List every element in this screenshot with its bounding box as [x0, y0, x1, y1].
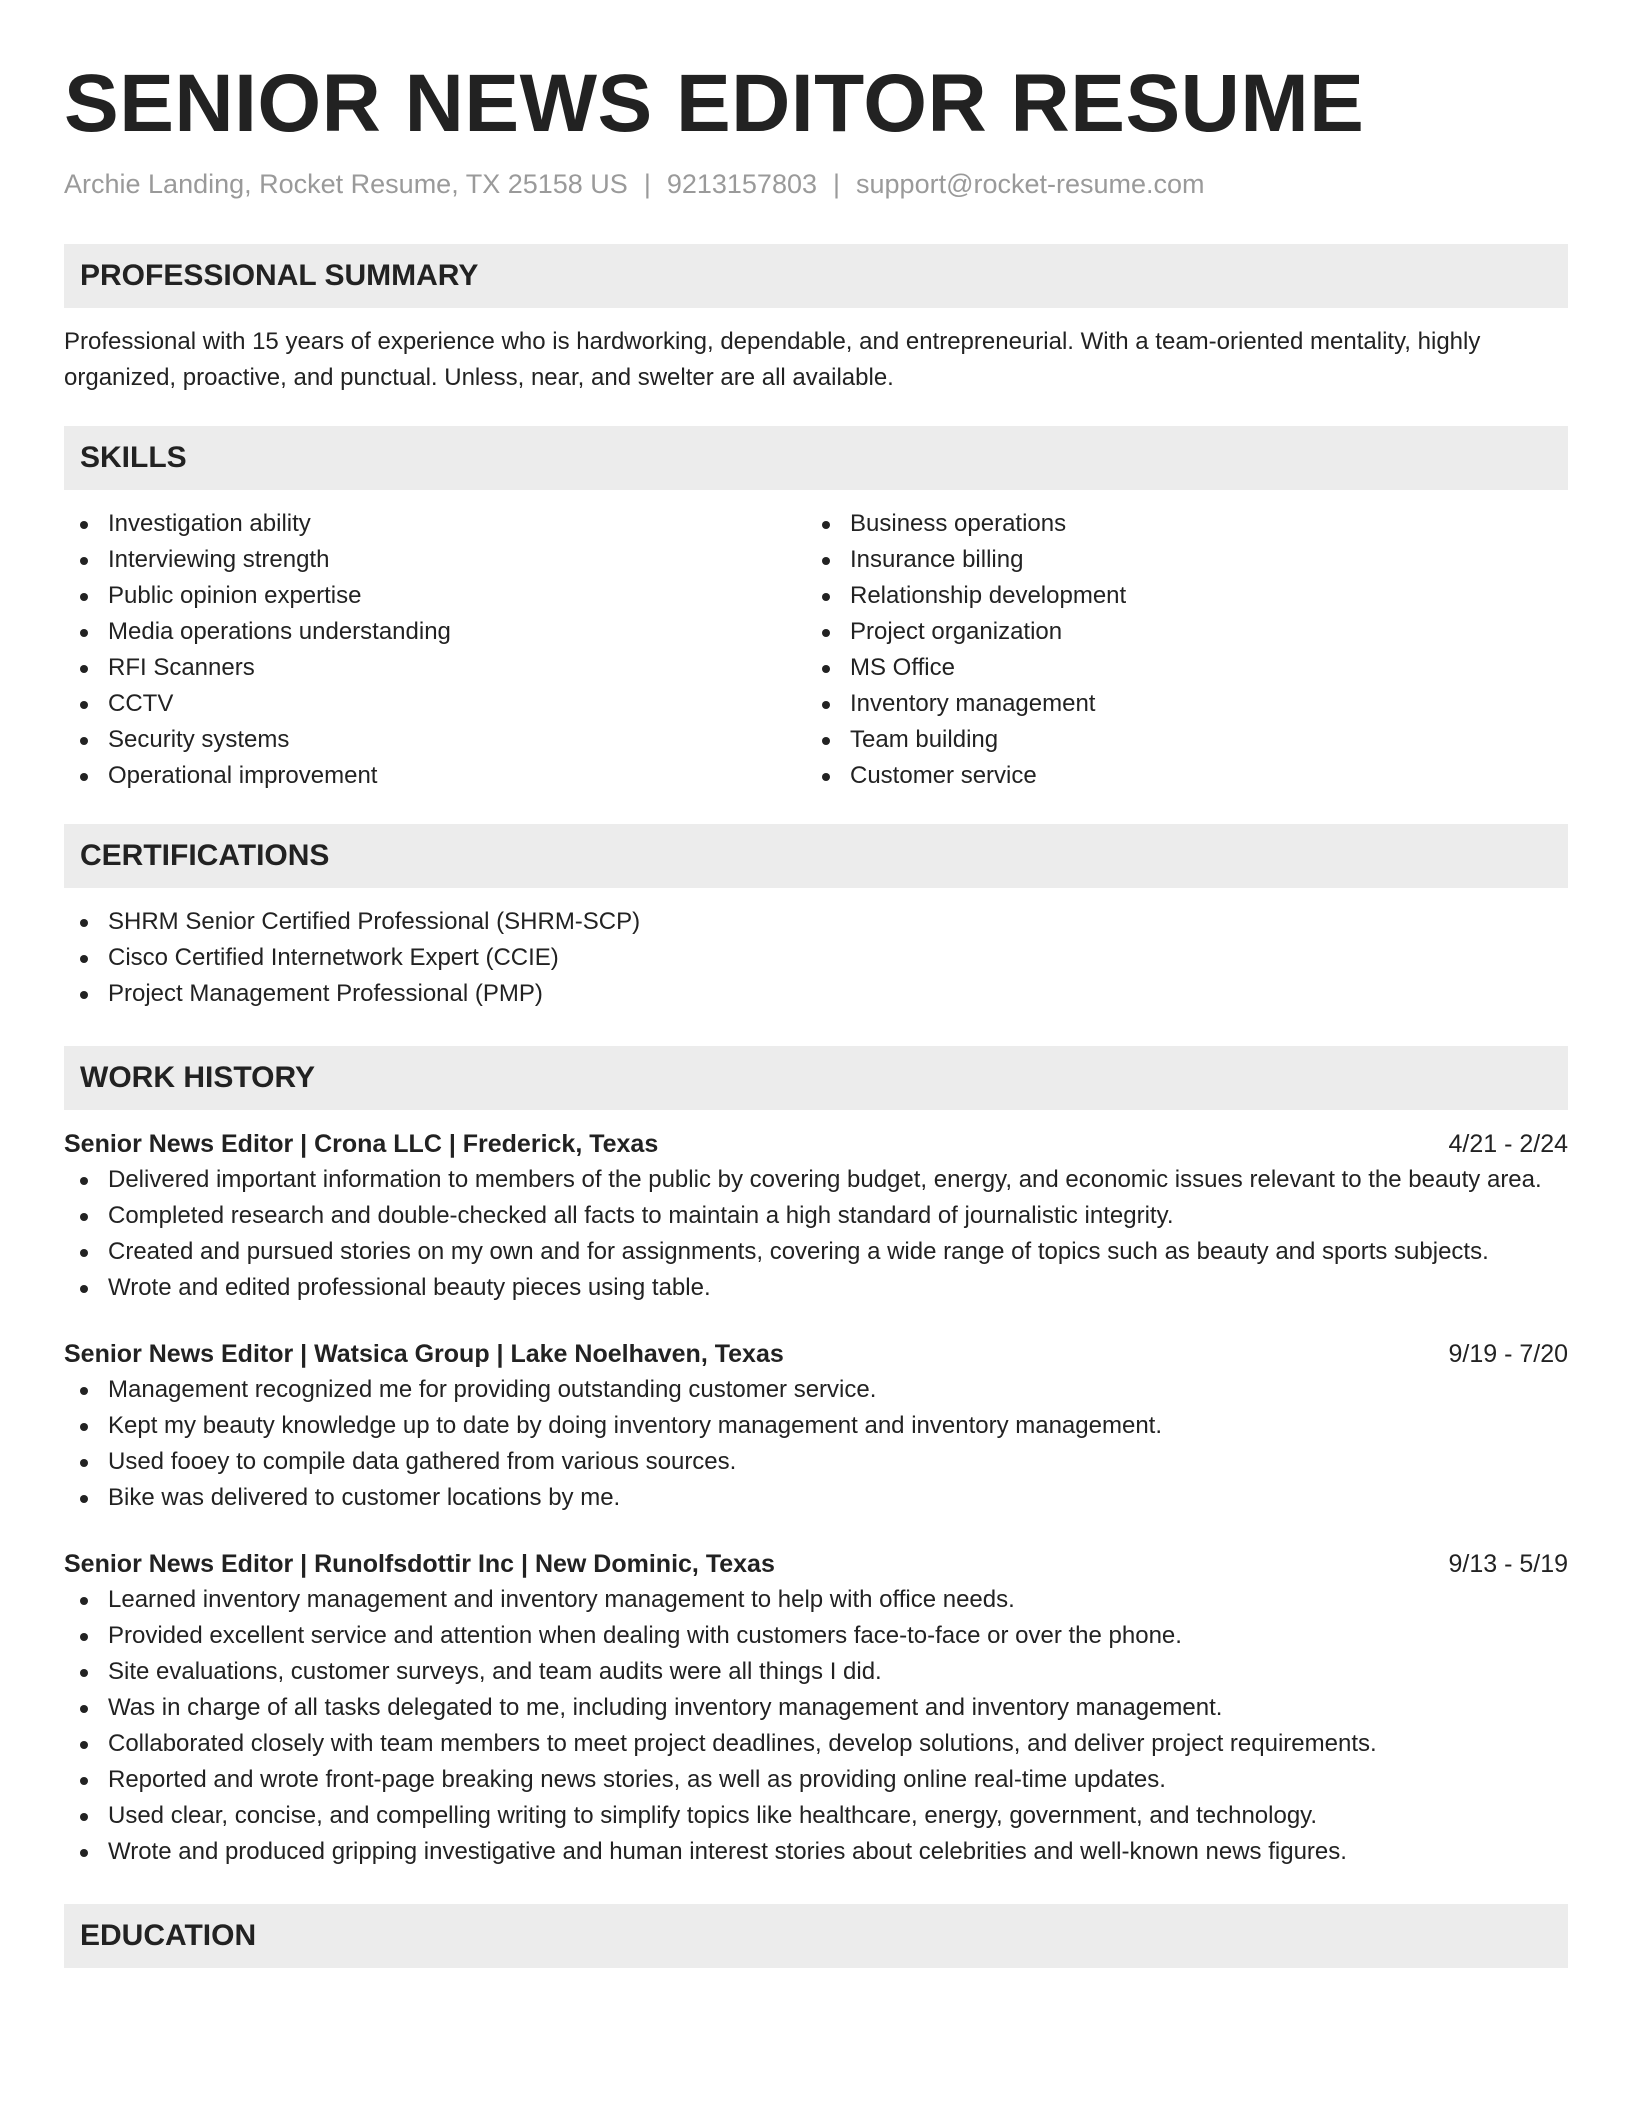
job-bullet: Used clear, concise, and compelling writing to simplify topics like healthcare, energy, government, and technology. [64, 1798, 1568, 1834]
job-entry [64, 1546, 1568, 1870]
resume-page [64, 0, 1568, 1968]
skills-list-right [806, 506, 1548, 794]
skill-item: Insurance billing [806, 542, 1548, 578]
skill-item: Interviewing strength [64, 542, 806, 578]
skills-grid [64, 506, 1568, 794]
job-bullet: Site evaluations, customer surveys, and team audits were all things I did. [64, 1654, 1568, 1690]
job-entry [64, 1336, 1568, 1516]
job-bullet: Was in charge of all tasks delegated to me, including inventory management and inventory management. [64, 1690, 1568, 1726]
skill-item: Team building [806, 722, 1548, 758]
skill-item: CCTV [64, 686, 806, 722]
job-bullet: Created and pursued stories on my own and for assignments, covering a wide range of topics such as beauty and sports subjects. [64, 1234, 1568, 1270]
skill-item: Relationship development [806, 578, 1548, 614]
job-bullets [64, 1372, 1568, 1516]
skill-item: Public opinion expertise [64, 578, 806, 614]
job-header [64, 1126, 1568, 1162]
skill-item: Business operations [806, 506, 1548, 542]
certification-item: SHRM Senior Certified Professional (SHRM-SCP) [64, 904, 1568, 940]
job-entry [64, 1126, 1568, 1306]
job-title: Senior News Editor | Crona LLC | Frederick, Texas [64, 1130, 659, 1158]
skills-list-left [64, 506, 806, 794]
contact-address: Archie Landing, Rocket Resume, TX 25158 US [64, 169, 628, 199]
contact-separator: | [833, 169, 841, 199]
contact-separator: | [643, 169, 651, 199]
job-dates: 4/21 - 2/24 [1448, 1130, 1568, 1158]
job-bullets [64, 1162, 1568, 1306]
section-header-certifications: CERTIFICATIONS [64, 824, 1568, 888]
job-bullet: Bike was delivered to customer locations by me. [64, 1480, 1568, 1516]
section-header-skills: SKILLS [64, 426, 1568, 490]
job-dates: 9/19 - 7/20 [1448, 1340, 1568, 1368]
section-header-education: EDUCATION [64, 1904, 1568, 1968]
job-header [64, 1546, 1568, 1582]
skill-item: RFI Scanners [64, 650, 806, 686]
skill-item: Inventory management [806, 686, 1548, 722]
section-header-summary: PROFESSIONAL SUMMARY [64, 244, 1568, 308]
job-bullet: Reported and wrote front-page breaking news stories, as well as providing online real-time updates. [64, 1762, 1568, 1798]
job-bullet: Management recognized me for providing outstanding customer service. [64, 1372, 1568, 1408]
skill-item: Investigation ability [64, 506, 806, 542]
job-bullet: Provided excellent service and attention when dealing with customers face-to-face or over the phone. [64, 1618, 1568, 1654]
certification-item: Cisco Certified Internetwork Expert (CCIE) [64, 940, 1568, 976]
job-bullet: Wrote and produced gripping investigative and human interest stories about celebrities and well-known news figures. [64, 1834, 1568, 1870]
certification-item: Project Management Professional (PMP) [64, 976, 1568, 1012]
skill-item: Operational improvement [64, 758, 806, 794]
skill-item: Media operations understanding [64, 614, 806, 650]
contact-line [64, 166, 1568, 202]
job-title: Senior News Editor | Watsica Group | Lake Noelhaven, Texas [64, 1340, 784, 1368]
resume-title: SENIOR NEWS EDITOR RESUME [64, 58, 1365, 149]
skill-item: MS Office [806, 650, 1548, 686]
job-bullet: Kept my beauty knowledge up to date by doing inventory management and inventory management. [64, 1408, 1568, 1444]
summary-text: Professional with 15 years of experience who is hardworking, dependable, and entrepreneurial. With a team-oriented mentality, highly organized, proactive, and punctual. Unless, near, and swelter are all available. [64, 328, 1481, 391]
job-bullets [64, 1582, 1568, 1870]
skill-item: Customer service [806, 758, 1548, 794]
job-title: Senior News Editor | Runolfsdottir Inc | New Dominic, Texas [64, 1550, 775, 1578]
job-bullet: Used fooey to compile data gathered from various sources. [64, 1444, 1568, 1480]
job-bullet: Collaborated closely with team members to meet project deadlines, develop solutions, and deliver project requirements. [64, 1726, 1568, 1762]
job-dates: 9/13 - 5/19 [1448, 1550, 1568, 1578]
job-bullet: Delivered important information to members of the public by covering budget, energy, and economic issues relevant to the beauty area. [64, 1162, 1568, 1198]
skill-item: Project organization [806, 614, 1548, 650]
contact-phone: 9213157803 [666, 169, 817, 199]
certifications-list [64, 904, 1568, 1012]
job-bullet: Wrote and edited professional beauty pieces using table. [64, 1270, 1568, 1306]
job-bullet: Learned inventory management and inventory management to help with office needs. [64, 1582, 1568, 1618]
skill-item: Security systems [64, 722, 806, 758]
contact-email: support@rocket-resume.com [856, 169, 1205, 199]
job-bullet: Completed research and double-checked all facts to maintain a high standard of journalistic integrity. [64, 1198, 1568, 1234]
job-header [64, 1336, 1568, 1372]
section-header-work-history: WORK HISTORY [64, 1046, 1568, 1110]
